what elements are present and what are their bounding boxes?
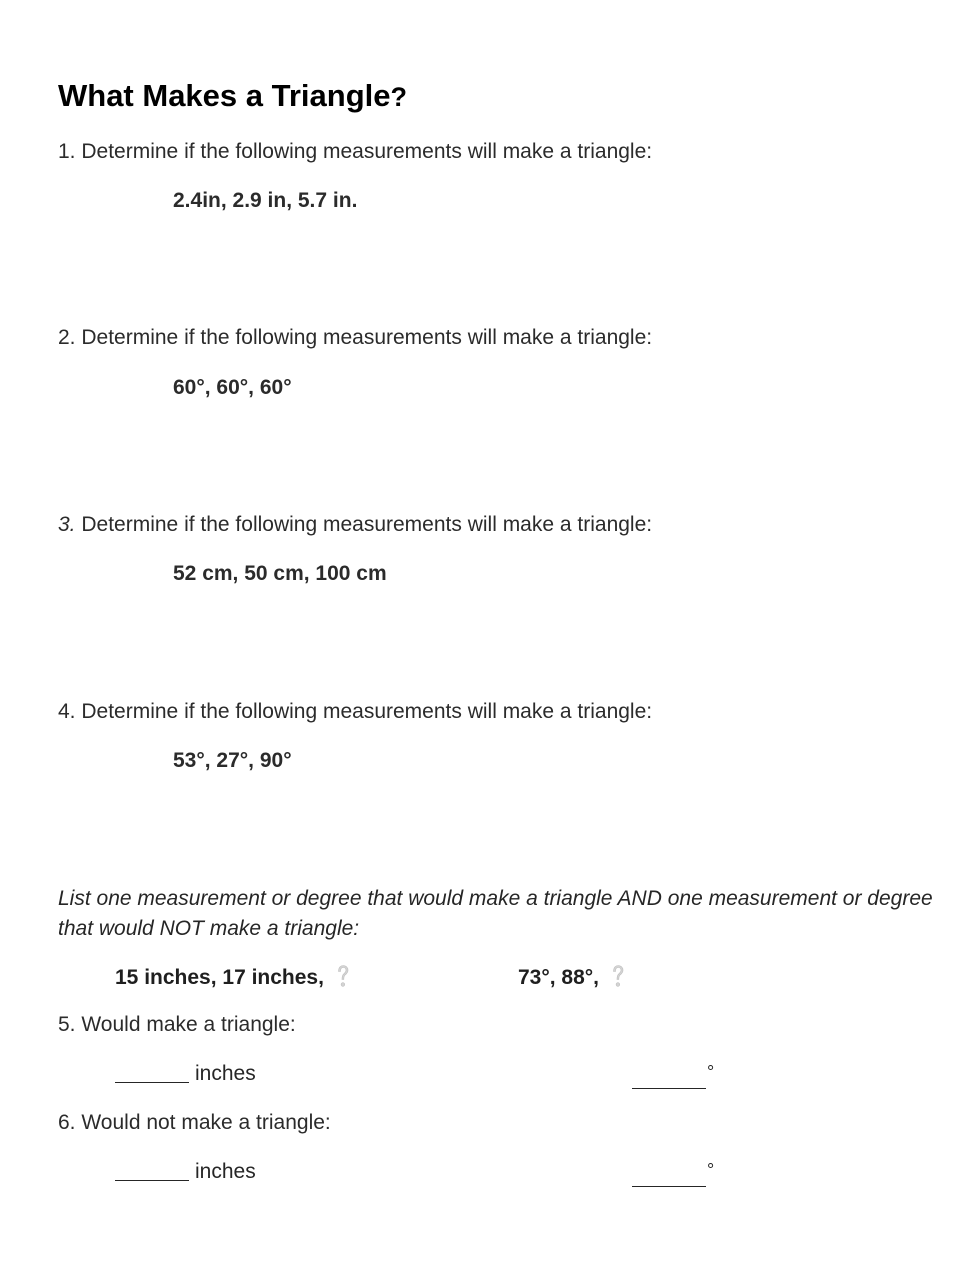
question-5-prompt: 5. Would make a triangle:	[58, 1013, 296, 1036]
question-4-measurements: 53°, 27°, 90°	[173, 749, 292, 772]
page-title-punct: ?	[390, 82, 407, 112]
given-angles	[518, 964, 625, 990]
question-mark-icon	[336, 964, 350, 990]
page-title-text: What Makes a Triangle	[58, 78, 391, 113]
question-3-number: 3.	[58, 513, 76, 536]
question-6-prompt: 6. Would not make a triangle:	[58, 1111, 331, 1134]
question-4-number: 4.	[58, 700, 76, 723]
question-2-measurements: 60°, 60°, 60°	[173, 376, 292, 399]
question-3-prompt	[58, 513, 652, 537]
q5-inches-answer	[115, 1062, 256, 1086]
instructions: List one measurement or degree that would make a triangle AND one measurement or degree that would NOT make a triangle:	[58, 887, 933, 940]
question-2-number: 2.	[58, 326, 76, 349]
q6-degree-blank[interactable]	[632, 1166, 706, 1187]
given-lengths	[115, 964, 350, 990]
page-title	[58, 78, 407, 114]
question-4-prompt	[58, 700, 652, 724]
question-3-measurements: 52 cm, 50 cm, 100 cm	[173, 562, 387, 585]
question-mark-icon	[611, 964, 625, 990]
question-2-text: Determine if the following measurements will make a triangle:	[81, 326, 653, 349]
q5-inches-unit: inches	[195, 1062, 256, 1085]
question-2-prompt	[58, 326, 652, 350]
q5-degree-answer	[632, 1062, 714, 1092]
question-1-measurements: 2.4in, 2.9 in, 5.7 in.	[173, 189, 358, 212]
question-1-text: Determine if the following measurements will make a triangle:	[81, 140, 653, 163]
q6-inches-answer	[115, 1160, 256, 1184]
q6-degree-unit: °	[707, 1160, 715, 1180]
q6-degree-answer	[632, 1160, 714, 1190]
question-3-text: Determine if the following measurements will make a triangle:	[81, 513, 653, 536]
question-1-number: 1.	[58, 140, 76, 163]
q5-degree-unit: °	[707, 1062, 715, 1082]
question-4-text: Determine if the following measurements will make a triangle:	[81, 700, 653, 723]
given-lengths-text: 15 inches, 17 inches,	[115, 966, 324, 989]
q5-inches-blank[interactable]	[115, 1062, 189, 1083]
question-1-prompt	[58, 140, 652, 164]
q6-inches-blank[interactable]	[115, 1160, 189, 1181]
given-angles-text: 73°, 88°,	[518, 966, 600, 989]
q6-inches-unit: inches	[195, 1160, 256, 1183]
q5-degree-blank[interactable]	[632, 1068, 706, 1089]
